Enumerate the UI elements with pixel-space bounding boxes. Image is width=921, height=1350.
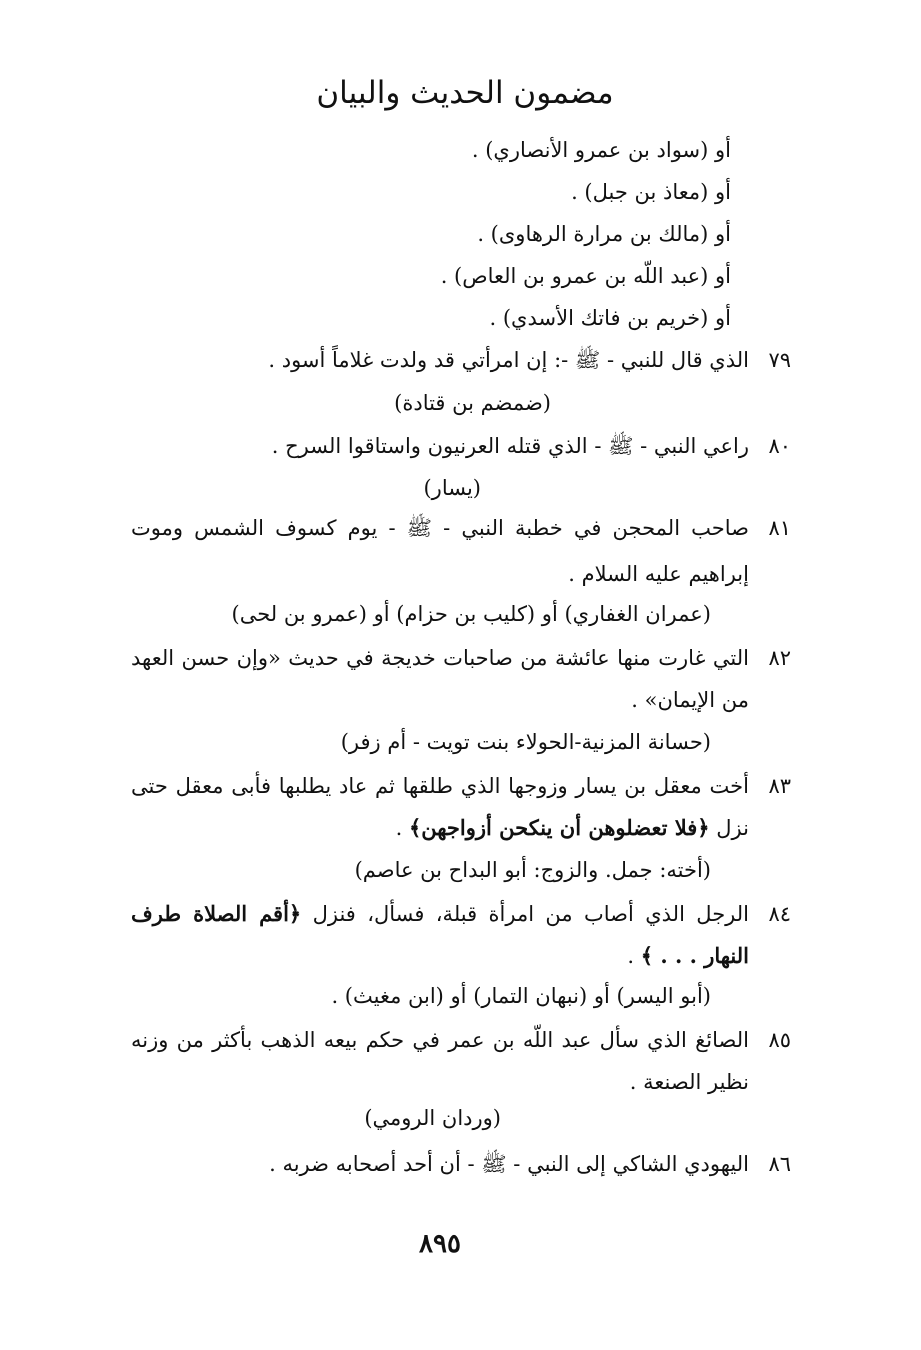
entry-84-line-1 bbox=[131, 896, 791, 932]
entry-text: اليهودي الشاكي إلى النبي - ﷺ - أن أحد أصحابه ضربه . bbox=[269, 1152, 749, 1176]
page-title: مضمون الحديث والبيان bbox=[316, 75, 614, 111]
entry-85-answer: (وردان الرومي) bbox=[364, 1106, 501, 1130]
entry-83-line-2 bbox=[396, 810, 749, 846]
entry-text: نزل bbox=[716, 816, 749, 840]
intro-line-4: أو (عبد اللّه بن عمرو بن العاص) . bbox=[440, 264, 731, 288]
entry-text: صاحب المحجن في خطبة النبي - ﷺ - يوم كسوف الشمس وموت bbox=[131, 516, 749, 540]
entry-number: ٨١ bbox=[768, 516, 791, 540]
entry-79 bbox=[268, 342, 791, 378]
intro-line-3: أو (مالك بن مرارة الرهاوى) . bbox=[477, 222, 731, 246]
entry-text: التي غارت منها عائشة من صاحبات خديجة في حديث «وإن حسن العهد bbox=[131, 646, 749, 670]
entry-83-line-1 bbox=[131, 768, 791, 804]
entry-number: ٨٢ bbox=[768, 646, 791, 670]
entry-82-line-2: من الإيمان» . bbox=[631, 688, 749, 712]
entry-text: الذي قال للنبي - ﷺ -: إن امرأتي قد ولدت غلاماً أسود . bbox=[268, 348, 749, 372]
quran-verse: ﴿أقم الصلاة طرف bbox=[131, 901, 302, 926]
quran-verse: النهار . . . ﴾ bbox=[640, 943, 749, 968]
intro-line-5: أو (خريم بن فاتك الأسدي) . bbox=[489, 306, 731, 330]
entry-number: ٨٤ bbox=[768, 902, 791, 926]
entry-86 bbox=[269, 1146, 791, 1182]
entry-80-answer: (يسار) bbox=[423, 476, 481, 500]
entry-82-line-1 bbox=[131, 640, 791, 676]
entry-84-line-2 bbox=[627, 938, 749, 974]
entry-text: راعي النبي - ﷺ - الذي قتله العرنيون واستاقوا السرح . bbox=[271, 434, 749, 458]
entry-number: ٨٣ bbox=[768, 774, 791, 798]
entry-number: ٧٩ bbox=[768, 348, 791, 372]
entry-text-end: . bbox=[627, 944, 635, 968]
entry-85-line-2: نظير الصنعة . bbox=[629, 1070, 749, 1094]
entry-81-line-2: إبراهيم عليه السلام . bbox=[568, 562, 749, 586]
entry-84-answer: (أبو اليسر) أو (نبهان التمار) أو (ابن مغيث) . bbox=[331, 984, 711, 1008]
entry-number: ٨٦ bbox=[768, 1152, 791, 1176]
entry-number: ٨٥ bbox=[768, 1028, 791, 1052]
entry-85-line-1 bbox=[131, 1022, 791, 1058]
entry-80 bbox=[272, 428, 791, 464]
entry-text: الصائغ الذي سأل عبد اللّه بن عمر في حكم بيعه الذهب بأكثر من وزنه bbox=[131, 1028, 749, 1052]
quran-verse: ﴿فلا تعضلوهن أن ينكحن أزواجهن﴾ bbox=[408, 815, 710, 840]
intro-line-1: أو (سواد بن عمرو الأنصاري) . bbox=[471, 138, 731, 162]
entry-83-answer: (أخته: جمل. والزوج: أبو البداح بن عاصم) bbox=[354, 858, 711, 882]
entry-text: الرجل الذي أصاب من امرأة قبلة، فسأل، فنزل bbox=[312, 902, 749, 926]
page-number: ٨٩٥ bbox=[419, 1229, 461, 1259]
entry-number: ٨٠ bbox=[768, 434, 791, 458]
entry-82-answer: (حسانة المزنية-الحولاء بنت تويت - أم زفر) bbox=[340, 730, 711, 754]
entry-text-end: . bbox=[395, 816, 403, 840]
entry-79-answer: (ضمضم بن قتادة) bbox=[394, 391, 551, 415]
entry-81-answer: (عمران الغفاري) أو (كليب بن حزام) أو (عمرو بن لحى) bbox=[231, 602, 711, 626]
entry-81-line-1 bbox=[131, 510, 791, 546]
entry-text: أخت معقل بن يسار وزوجها الذي طلقها ثم عاد يطلبها فأبى معقل حتى bbox=[131, 774, 749, 798]
intro-line-2: أو (معاذ بن جبل) . bbox=[571, 180, 731, 204]
